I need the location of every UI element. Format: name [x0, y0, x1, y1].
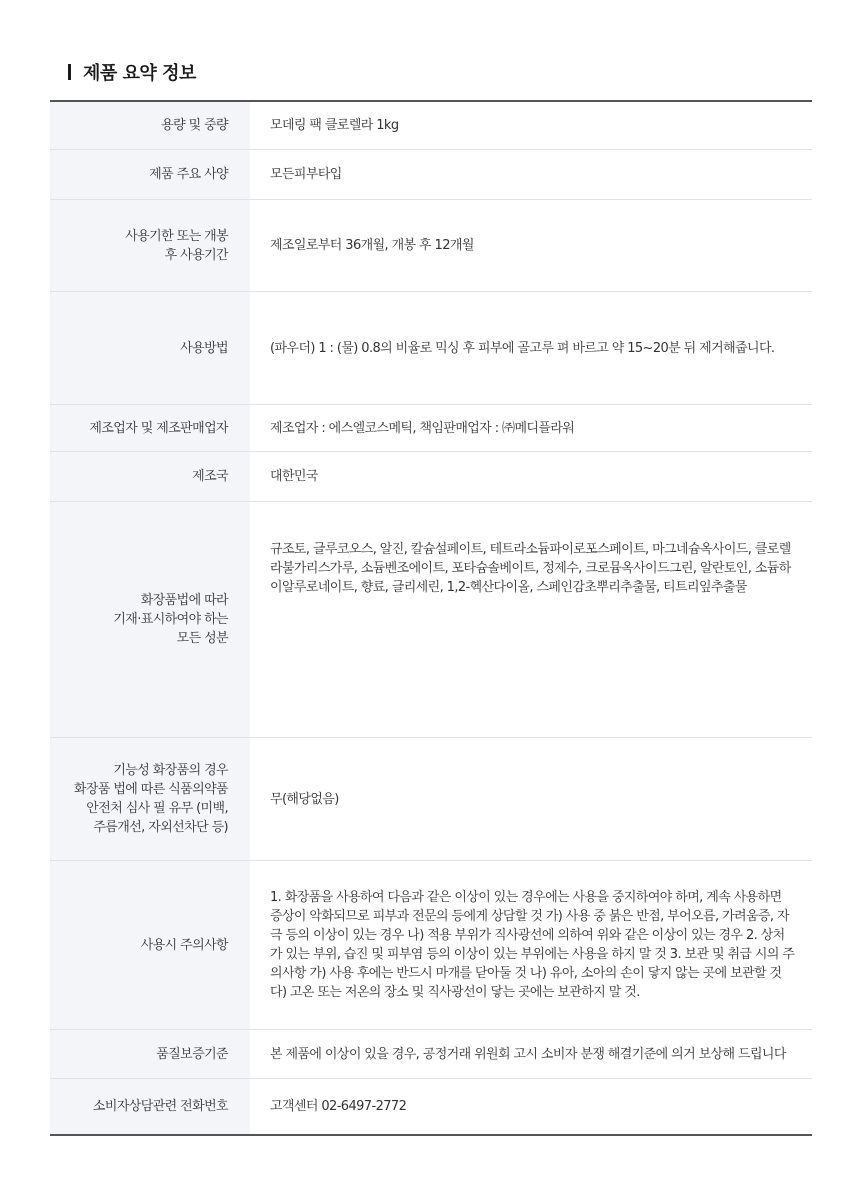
- row-value-text: 무(해당없음): [270, 791, 339, 807]
- row-value-text: 1. 화장품을 사용하여 다음과 같은 이상이 있는 경우에는 사용을 중지하여야 하며, 계속 사용하면 증상이 악화되므로 피부과 전문의 등에게 상담할 것 가) 사용 중 붉은 반점, 부어오름, 가려움증, 자극 등의 이상이 있는 경우 나) 적용 부위가 직사광선에 의하여 위와 같은 이상이 있는 경우 2. 상처가 있는 부위, 습진 및 피부염 등의 이상이 있는 부위에는 사용을 하지 말 것 3. 보관 및 취급 시의 주의사항 가) 사용 후에는 반드시 마개를 닫아둘 것 나) 유아, 소아의 손이 닿지 않는 곳에 보관할 것 다) 고온 또는 저온의 장소 및 직사광선이 닿는 곳에는 보관하지 말 것.: [270, 890, 795, 1000]
- row-spec: [50, 150, 812, 200]
- row-value: [250, 292, 812, 404]
- row-value: [250, 861, 812, 1029]
- row-value: [250, 502, 812, 737]
- row-value: [250, 452, 812, 501]
- row-value: [250, 738, 812, 860]
- title-bar-marker: [68, 64, 71, 80]
- row-usage: [50, 292, 812, 405]
- row-label: 제조업자 및 제조판매업자: [50, 405, 250, 451]
- row-expiry: [50, 200, 812, 292]
- row-label: 화장품법에 따라 기재·표시하여야 하는 모든 성분: [50, 502, 250, 737]
- row-value: [250, 1079, 812, 1134]
- row-label: 제조국: [50, 452, 250, 501]
- row-value-text: 규조토, 글루코오스, 알진, 칼슘설페이트, 테트라소듐파이로포스페이트, 마그네슘옥사이드, 클로렐라불가리스가루, 소듐벤조에이트, 포타슘솔베이트, 정제수, 크로뮴옥사이드그린, 알란토인, 소듐하이알루로네이트, 향료, 글리세린, 1,2-헥산다이올, 스페인감초뿌리추출물, 티트리잎추출물: [270, 542, 791, 595]
- row-value-text: 모데링 팩 클로렐라 1kg: [270, 118, 399, 133]
- row-precautions: [50, 861, 812, 1030]
- row-capacity: [50, 102, 812, 150]
- row-label: 사용방법: [50, 292, 250, 404]
- row-label: 사용시 주의사항: [50, 861, 250, 1029]
- row-contact: [50, 1079, 812, 1134]
- row-value-text: 본 제품에 이상이 있을 경우, 공정거래 위원회 고시 소비자 분쟁 해결기준에 의거 보상해 드립니다: [270, 1046, 786, 1062]
- row-label: 사용기한 또는 개봉 후 사용기간: [50, 200, 250, 291]
- row-value: [250, 405, 812, 451]
- row-label: 기능성 화장품의 경우 화장품 법에 따른 식품의약품 안전처 심사 필 유무 (미백, 주름개선, 자외선차단 등): [50, 738, 250, 860]
- row-functional: [50, 738, 812, 861]
- row-value-text: 고객센터 02-6497-2772: [270, 1099, 407, 1114]
- row-manufacturer: [50, 405, 812, 452]
- row-value: [250, 102, 812, 149]
- section-title: [68, 58, 196, 86]
- row-quality: [50, 1030, 812, 1079]
- row-label: 제품 주요 사양: [50, 150, 250, 199]
- row-label: 품질보증기준: [50, 1030, 250, 1078]
- row-value: [250, 150, 812, 199]
- row-value: [250, 200, 812, 291]
- row-label: 소비자상담관련 전화번호: [50, 1079, 250, 1134]
- row-label: 용량 및 중량: [50, 102, 250, 149]
- product-info-table: [50, 100, 812, 1136]
- row-country: [50, 452, 812, 502]
- row-value-text: 제조업자 : 에스엘코스메틱, 책임판매업자 : ㈜메디플라워: [270, 420, 575, 436]
- row-value-text: (파우더) 1 : (물) 0.8의 비율로 믹싱 후 피부에 골고루 펴 바르고 약 15~20분 뒤 제거해줍니다.: [270, 340, 775, 356]
- section-title-text: 제품 요약 정보: [83, 63, 196, 84]
- row-value-text: 제조일로부터 36개월, 개봉 후 12개월: [270, 238, 474, 253]
- row-ingredients: [50, 502, 812, 738]
- row-value-text: 모든피부타입: [270, 167, 342, 182]
- row-value-text: 대한민국: [270, 469, 318, 484]
- row-value: [250, 1030, 812, 1078]
